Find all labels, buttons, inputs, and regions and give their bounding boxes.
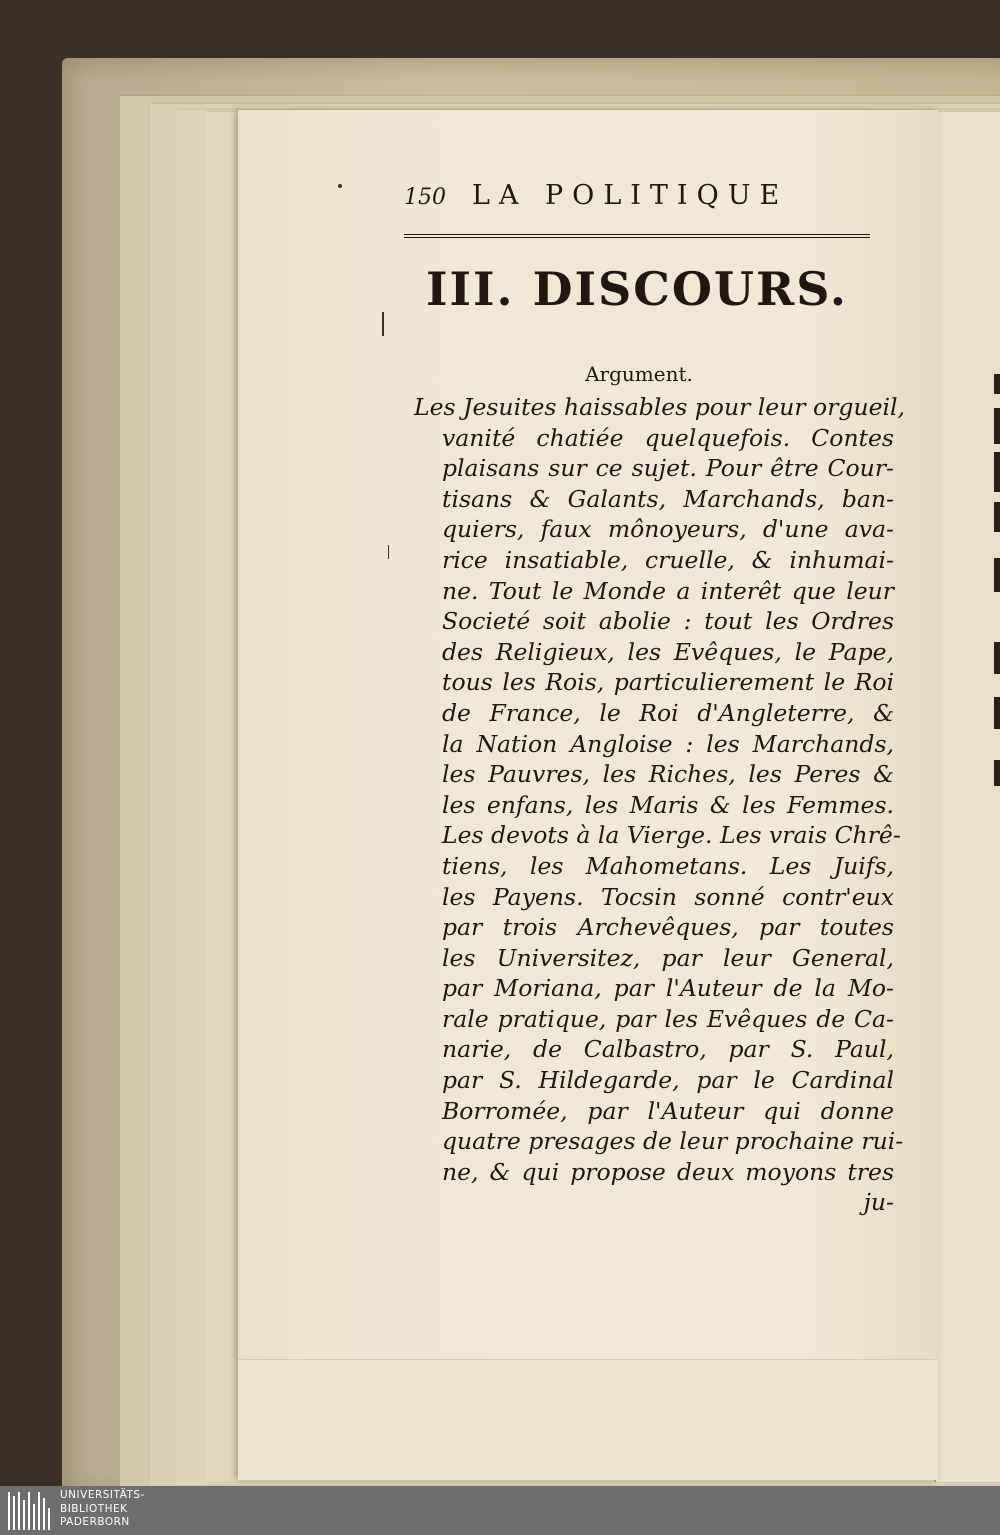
- text-line: les Payens. Tocsin sonné contr'eux: [442, 882, 894, 911]
- facing-page: [934, 112, 1000, 1482]
- header-rule: [404, 234, 870, 240]
- text-line: plaisans sur ce sujet. Pour être Cour-: [442, 454, 894, 483]
- text-line: les Pauvres, les Riches, les Peres &: [442, 760, 894, 789]
- page-number: 150: [404, 185, 446, 210]
- facing-text-fragment: [994, 502, 1000, 532]
- running-title: LA POLITIQUE: [472, 180, 789, 211]
- text-line: Les Jesuites haissables pour leur orgueil,: [414, 393, 906, 421]
- text-line: tiens, les Mahometans. Les Juifs,: [442, 851, 894, 880]
- facing-text-fragment: [994, 642, 1000, 674]
- text-line: par trois Archevêques, par toutes: [442, 913, 894, 942]
- argument-heading: Argument.: [585, 362, 693, 386]
- text-line: par S. Hildegarde, par le Cardinal: [442, 1066, 894, 1095]
- facing-text-fragment: [994, 697, 1000, 729]
- catchword: ju-: [863, 1188, 894, 1217]
- facing-text-fragment: [994, 558, 1000, 592]
- text-line: de France, le Roi d'Angleterre, &: [442, 698, 894, 727]
- margin-mark: [382, 312, 384, 336]
- facing-text-fragment: [994, 408, 1000, 444]
- text-line: Les devots à la Vierge. Les vrais Chrê-: [442, 821, 901, 850]
- text-line: rale pratique, par les Evêques de Ca-: [442, 1004, 894, 1033]
- text-line: quatre presages de leur prochaine rui-: [442, 1127, 904, 1156]
- argument-text: [414, 392, 906, 1218]
- text-line: des Religieux, les Evêques, le Pape,: [442, 637, 894, 666]
- library-name-line: BIBLIOTHEK: [60, 1502, 128, 1515]
- margin-mark: [338, 184, 342, 188]
- text-line: par Moriana, par l'Auteur de la Mo-: [442, 974, 894, 1003]
- text-line: quiers, faux mônoyeurs, d'une ava-: [442, 515, 894, 544]
- text-line: les enfans, les Maris & les Femmes.: [442, 790, 894, 819]
- text-line: ne, & qui propose deux moyons tres: [442, 1157, 894, 1186]
- facing-text-fragment: [994, 452, 1000, 492]
- chapter-heading: III. DISCOURS.: [426, 262, 848, 316]
- text-line: les Universitez, par leur General,: [442, 943, 894, 972]
- text-line: la Nation Angloise : les Marchands,: [442, 729, 894, 758]
- text-line: vanité chatiée quelquefois. Contes: [442, 423, 894, 452]
- text-line: Societé soit abolie : tout les Ordres: [442, 607, 894, 636]
- library-name-line: UNIVERSITÄTS-: [60, 1489, 145, 1501]
- text-line: Borromée, par l'Auteur qui donne: [442, 1096, 894, 1125]
- facing-text-fragment: [994, 374, 1000, 394]
- text-line: tous les Rois, particulierement le Roi: [442, 668, 894, 697]
- text-line: rice insatiable, cruelle, & inhumai-: [442, 545, 894, 574]
- library-name: [60, 1489, 145, 1530]
- running-head: [404, 180, 844, 211]
- text-line: narie, de Calbastro, par S. Paul,: [442, 1035, 894, 1064]
- page-bottom-margin: [238, 1359, 938, 1480]
- margin-mark: [388, 545, 389, 559]
- library-name-line: PADERBORN: [60, 1516, 130, 1528]
- facing-text-fragment: [994, 760, 1000, 786]
- text-line: tisans & Galants, Marchands, ban-: [442, 484, 894, 513]
- text-line: ne. Tout le Monde a interêt que leur: [442, 576, 894, 605]
